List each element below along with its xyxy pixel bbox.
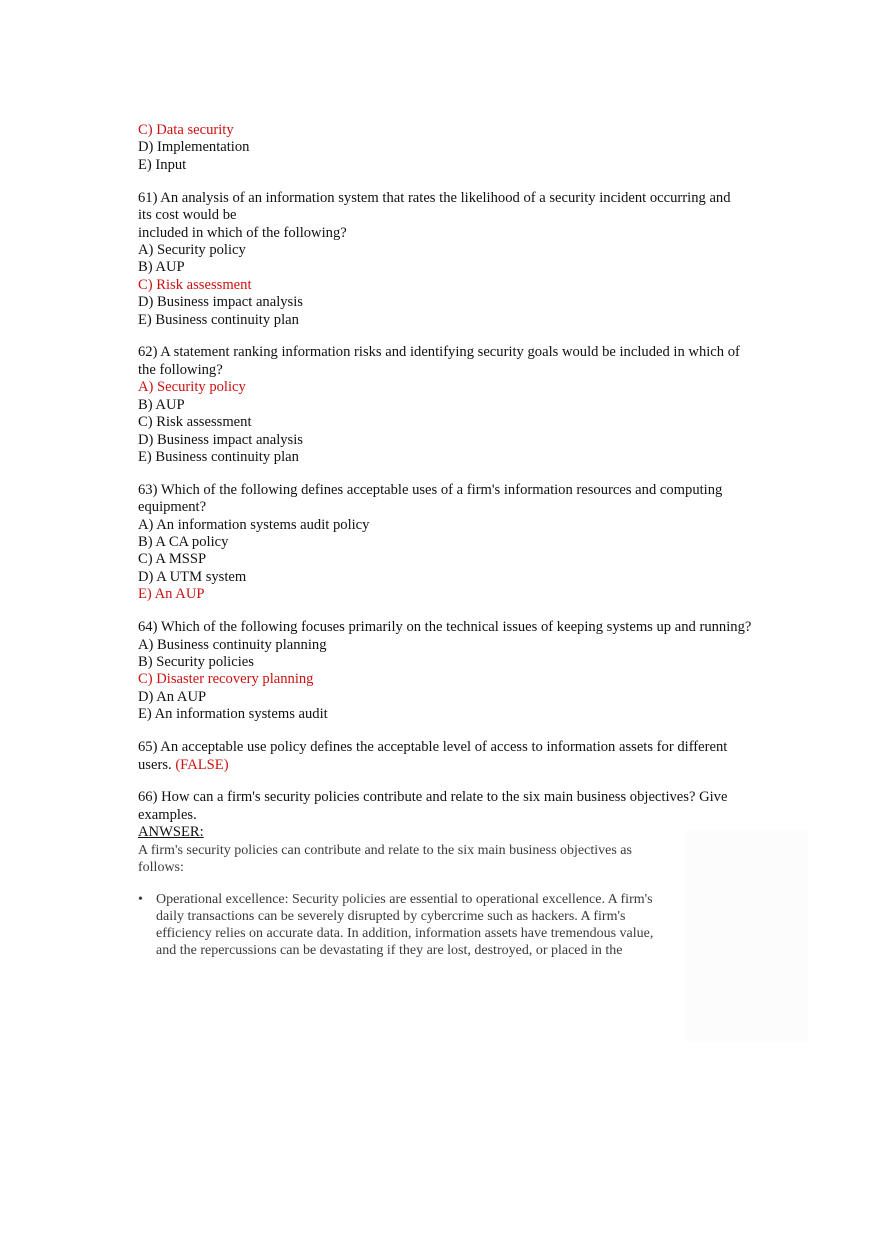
- option-a: A) An information systems audit policy: [138, 516, 370, 533]
- answer-text-line-1: A firm's security policies can contribute and relate to the six main business objectives as: [138, 842, 632, 858]
- option-a-correct: A) Security policy: [138, 379, 246, 396]
- option-c-correct: C) Risk assessment: [138, 276, 252, 293]
- question-66-text-line-1: 66) How can a firm's security policies contribute and relate to the six main business objectives? Give: [138, 789, 728, 806]
- question-62: [138, 344, 754, 466]
- option-c: C) Data security: [138, 122, 234, 138]
- question-66-text-line-2: examples.: [138, 806, 197, 823]
- answer-text-line-2: follows:: [138, 859, 184, 875]
- question-61-text-line-3: included in which of the following?: [138, 224, 347, 241]
- question-62-text-line-2: the following?: [138, 361, 223, 378]
- option-d: D) A UTM system: [138, 568, 247, 585]
- option-b: B) AUP: [138, 396, 185, 413]
- question-64-text-line-1: 64) Which of the following focuses primarily on the technical issues of keeping systems up and running?: [138, 619, 752, 636]
- question-66: [138, 789, 754, 959]
- option-d: D) Business impact analysis: [138, 431, 303, 448]
- option-d: D) An AUP: [138, 688, 207, 705]
- answer-label: ANWSER:: [138, 824, 204, 841]
- question-62-text-line-1: 62) A statement ranking information risks and identifying security goals would be included in which of: [138, 344, 740, 361]
- bullet-icon: •: [138, 892, 143, 908]
- question-61-text-line-1: 61) An analysis of an information system that rates the likelihood of a security incident occurring and: [138, 189, 731, 206]
- bullet-item-operational-excellence: [138, 891, 754, 959]
- question-65: [138, 739, 754, 774]
- question-63-text-line-1: 63) Which of the following defines acceptable uses of a firm's information resources and computing: [138, 481, 723, 498]
- bullet-text-line-4: and the repercussions can be devastating if they are lost, destroyed, or placed in the: [156, 943, 623, 959]
- option-b: B) A CA policy: [138, 534, 229, 551]
- bullet-text-line-1: Operational excellence: Security policies are essential to operational excellence. A firm's: [156, 892, 653, 908]
- option-e: E) An information systems audit: [138, 706, 328, 723]
- option-e-correct: E) An AUP: [138, 586, 205, 603]
- option-e: E) Business continuity plan: [138, 448, 299, 465]
- question-65-text-line-2: [138, 757, 754, 774]
- question-61: [138, 190, 754, 329]
- answer-false: (FALSE): [175, 756, 229, 773]
- question-63: [138, 482, 754, 604]
- document-page: [138, 122, 754, 959]
- option-b: B) AUP: [138, 259, 185, 276]
- question-65-text-line-1: 65) An acceptable use policy defines the acceptable level of access to information assets for different: [138, 739, 728, 756]
- bullet-text-line-3: efficiency relies on accurate data. In addition, information assets have tremendous value,: [156, 926, 654, 942]
- option-a: A) Business continuity planning: [138, 636, 327, 653]
- option-d: D) Business impact analysis: [138, 294, 303, 311]
- question-65-text-prefix: users.: [138, 756, 172, 773]
- option-b: B) Security policies: [138, 653, 254, 670]
- previous-question-options: [138, 122, 754, 174]
- question-63-text-line-2: equipment?: [138, 499, 207, 516]
- option-c: C) A MSSP: [138, 551, 207, 568]
- question-61-text-line-2: its cost would be: [138, 207, 237, 224]
- option-c: C) Risk assessment: [138, 414, 252, 431]
- bullet-text-line-2: daily transactions can be severely disrupted by cybercrime such as hackers. A firm's: [156, 909, 626, 925]
- option-a: A) Security policy: [138, 241, 246, 258]
- question-64: [138, 619, 754, 723]
- option-d: D) Implementation: [138, 139, 250, 156]
- option-c-correct: C) Disaster recovery planning: [138, 671, 314, 688]
- option-e: E) Business continuity plan: [138, 311, 299, 328]
- option-e: E) Input: [138, 156, 187, 173]
